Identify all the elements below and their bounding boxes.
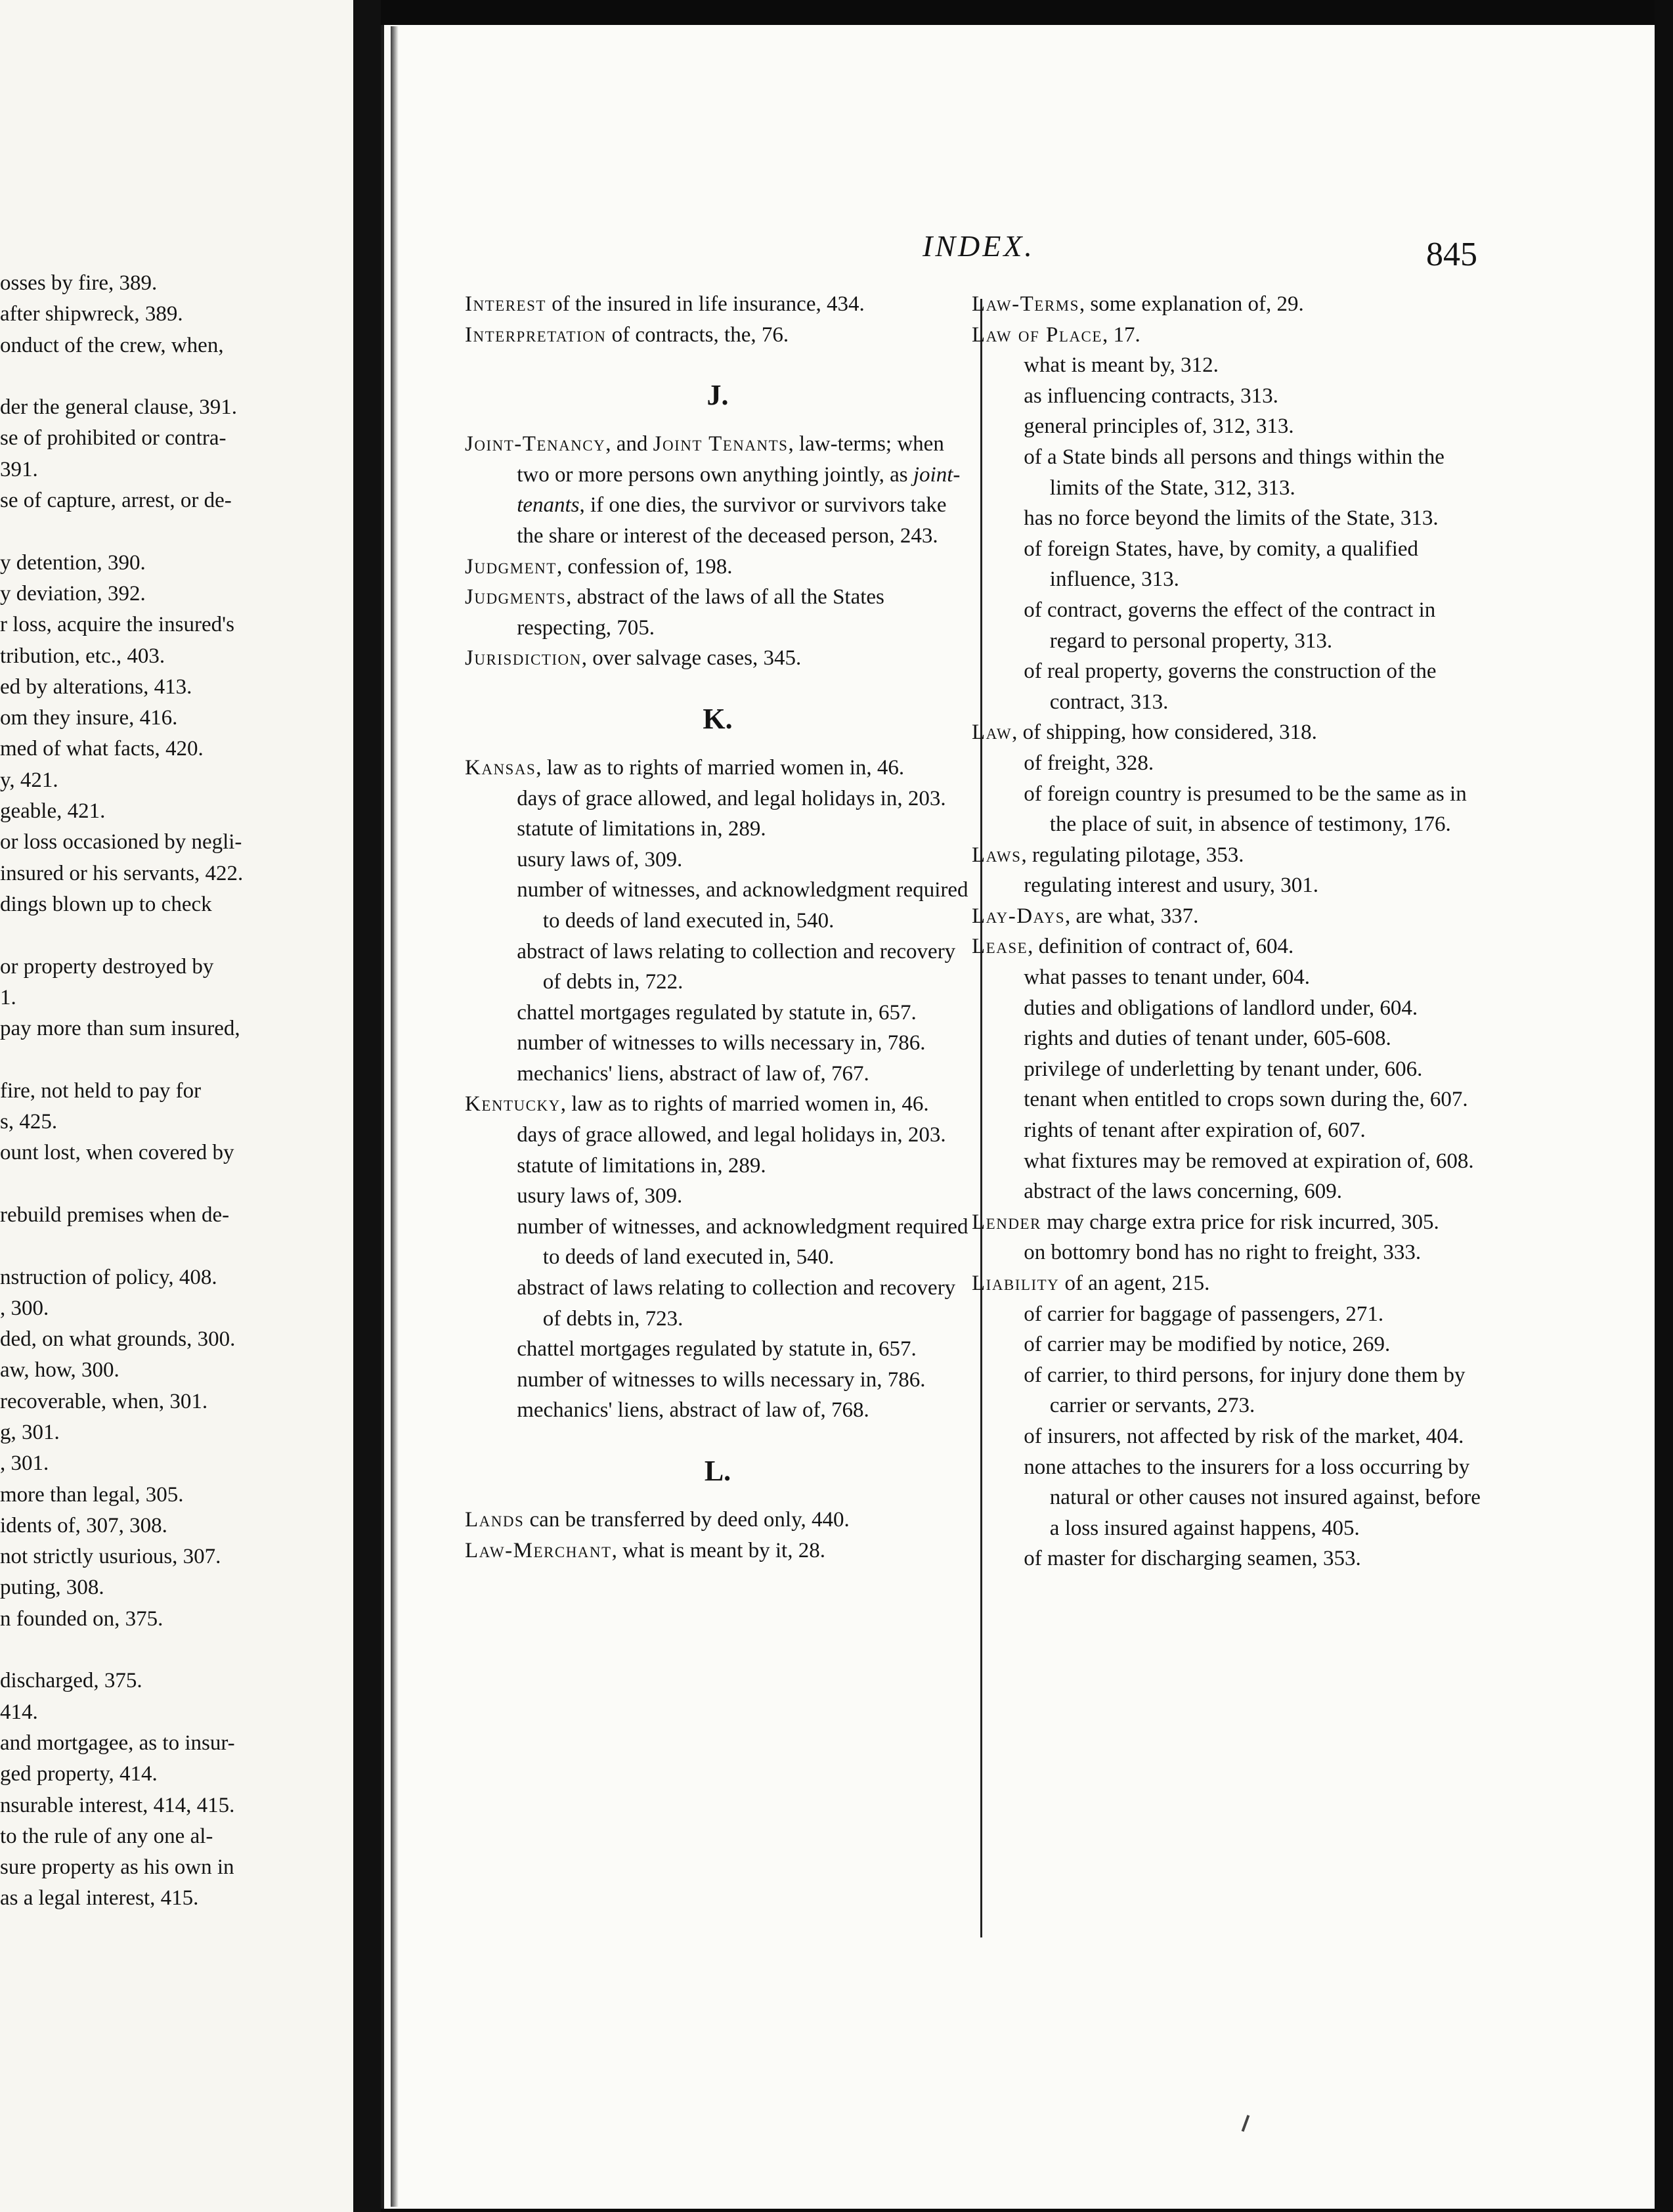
index-subentry: number of witnesses, and acknowledgment required to deeds of land executed in, 540. bbox=[517, 1214, 968, 1270]
index-entry-lease: Lease, definition of contract of, 604. bbox=[972, 935, 1294, 959]
index-entry-lender: Lender may charge extra price for risk incurred, 305. bbox=[972, 1210, 1439, 1234]
index-entry: Judgment, confession of, 198. bbox=[465, 554, 733, 579]
left-page-line: , 301. bbox=[0, 1451, 49, 1476]
left-page-line: y deviation, 392. bbox=[0, 581, 146, 606]
scan-edge bbox=[1655, 0, 1673, 2212]
left-page-line: as a legal interest, 415. bbox=[0, 1886, 199, 1911]
index-subentry: of contract, governs the effect of the contract in regard to personal property, 313. bbox=[1024, 598, 1436, 653]
index-subentry: statute of limitations in, 289. bbox=[517, 1153, 766, 1178]
page-title: INDEX. bbox=[923, 229, 1035, 263]
index-subentry: number of witnesses to wills necessary in, 786. bbox=[517, 1367, 926, 1392]
index-subentry: rights and duties of tenant under, 605-608. bbox=[1024, 1027, 1391, 1051]
left-page-line: rebuild premises when de- bbox=[0, 1203, 230, 1227]
index-entry: Jurisdiction, over salvage cases, 345. bbox=[465, 646, 802, 671]
left-page-line: 1. bbox=[0, 985, 16, 1009]
left-page-line: idents of, 307, 308. bbox=[0, 1513, 167, 1537]
left-page-line: tribution, etc., 403. bbox=[0, 644, 165, 668]
left-page-line: ged property, 414. bbox=[0, 1762, 158, 1786]
left-page-line: insured or his servants, 422. bbox=[0, 861, 244, 885]
left-page-line: osses by fire, 389. bbox=[0, 271, 158, 295]
index-subentry: what fixtures may be removed at expiration of, 608. bbox=[1024, 1149, 1474, 1173]
page-number: 845 bbox=[1426, 236, 1477, 273]
left-page-line: om they insure, 416. bbox=[0, 706, 178, 730]
left-page-line bbox=[0, 1044, 302, 1075]
left-page-line: 414. bbox=[0, 1700, 38, 1724]
index-subentry: duties and obligations of landlord under, 604. bbox=[1024, 996, 1418, 1020]
left-page-line bbox=[0, 361, 302, 392]
index-subentry: as influencing contracts, 313. bbox=[1024, 384, 1278, 408]
left-page-line: onduct of the crew, when, bbox=[0, 333, 224, 357]
left-page-line: y detention, 390. bbox=[0, 550, 146, 575]
index-subentry: mechanics' liens, abstract of law of, 767. bbox=[517, 1061, 869, 1086]
left-page-line: after shipwreck, 389. bbox=[0, 302, 183, 326]
left-page-line bbox=[0, 1169, 302, 1200]
index-subentry: on bottomry bond has no right to freight, 333. bbox=[1024, 1241, 1422, 1265]
left-page-line bbox=[0, 1635, 302, 1666]
left-page-line: r loss, acquire the insured's bbox=[0, 613, 234, 637]
left-page-line bbox=[0, 920, 302, 951]
left-page-line: ed by alterations, 413. bbox=[0, 675, 192, 699]
index-subentry: has no force beyond the limits of the State, 313. bbox=[1024, 506, 1439, 531]
left-page-line bbox=[0, 516, 302, 547]
left-page-line: 391. bbox=[0, 457, 38, 481]
left-page-line: or loss occasioned by negli- bbox=[0, 830, 242, 854]
index-entry-kentucky: Kentucky, law as to rights of married women in, 46. bbox=[465, 1092, 929, 1117]
index-entry: Lands can be transferred by deed only, 440. bbox=[465, 1508, 850, 1532]
index-entry-lay-days: Lay-Days, are what, 337. bbox=[972, 904, 1199, 928]
index-entry-law: Law, of shipping, how considered, 318. bbox=[972, 720, 1317, 745]
page-fold-shadow bbox=[391, 26, 399, 2207]
index-subentry: usury laws of, 309. bbox=[517, 847, 683, 872]
left-page-line: puting, 308. bbox=[0, 1576, 104, 1600]
index-subentry: of insurers, not affected by risk of the market, 404. bbox=[1024, 1424, 1464, 1448]
left-page-line: se of prohibited or contra- bbox=[0, 426, 227, 451]
index-subentry: of foreign States, have, by comity, a qualified influence, 313. bbox=[1024, 537, 1419, 592]
index-subentry: of carrier, to third persons, for injury done them by carrier or servants, 273. bbox=[1024, 1363, 1466, 1418]
section-letter-j: J. bbox=[706, 379, 729, 412]
index-subentry: of a State binds all persons and things within the limits of the State, 312, 313. bbox=[1024, 445, 1445, 500]
left-page-line: med of what facts, 420. bbox=[0, 737, 204, 761]
index-subentry: rights of tenant after expiration of, 607. bbox=[1024, 1118, 1366, 1143]
left-page-line: n founded on, 375. bbox=[0, 1606, 163, 1631]
index-subentry: of carrier for baggage of passengers, 271. bbox=[1024, 1302, 1384, 1326]
left-page-line: discharged, 375. bbox=[0, 1669, 142, 1693]
left-page-line: nsurable interest, 414, 415. bbox=[0, 1793, 235, 1817]
left-page-line: more than legal, 305. bbox=[0, 1482, 184, 1507]
index-subentry: statute of limitations in, 289. bbox=[517, 817, 766, 841]
index-entry: Judgments, abstract of the laws of all the States respecting, 705. bbox=[465, 585, 884, 640]
left-page-line: nstruction of policy, 408. bbox=[0, 1265, 217, 1289]
index-subentry: days of grace allowed, and legal holidays in, 203. bbox=[517, 786, 946, 810]
left-page-line: ded, on what grounds, 300. bbox=[0, 1327, 236, 1352]
index-subentry: usury laws of, 309. bbox=[517, 1184, 683, 1208]
index-entry-kansas: Kansas, law as to rights of married women in, 46. bbox=[465, 755, 905, 780]
index-entry: Interpretation of contracts, the, 76. bbox=[465, 322, 789, 347]
index-subentry: abstract of the laws concerning, 609. bbox=[1024, 1180, 1342, 1204]
left-page-line: ount lost, when covered by bbox=[0, 1141, 234, 1165]
left-page-line: aw, how, 300. bbox=[0, 1358, 120, 1382]
section-letter-l: L. bbox=[704, 1455, 731, 1487]
index-subentry: regulating interest and usury, 301. bbox=[1024, 874, 1318, 898]
index-subentry: chattel mortgages regulated by statute in, 657. bbox=[517, 1337, 917, 1361]
index-subentry: privilege of underletting by tenant under, 606. bbox=[1024, 1057, 1423, 1081]
left-page-line: y, 421. bbox=[0, 768, 58, 792]
index-entry: Law-Merchant, what is meant by it, 28. bbox=[465, 1538, 825, 1562]
index-entry-law-of-place: Law of Place, 17. bbox=[972, 322, 1141, 347]
index-subentry: abstract of laws relating to collection and recovery of debts in, 722. bbox=[517, 939, 956, 994]
left-page-line: recoverable, when, 301. bbox=[0, 1389, 208, 1413]
left-page-line: fire, not held to pay for bbox=[0, 1078, 202, 1103]
left-page-line: sure property as his own in bbox=[0, 1855, 234, 1880]
index-entry-laws: Laws, regulating pilotage, 353. bbox=[972, 843, 1244, 867]
index-subentry: number of witnesses, and acknowledgment required to deeds of land executed in, 540. bbox=[517, 878, 968, 933]
index-subentry: what passes to tenant under, 604. bbox=[1024, 965, 1311, 990]
index-entry-joint-tenancy: Joint-Tenancy, and Joint Tenants, law-terms; when two or more persons own anything jointly, as joint-tenants, if one dies, the survivor or survivors take the share or interest of the deceased person, 243. bbox=[465, 432, 961, 548]
index-subentry: none attaches to the insurers for a loss occurring by natural or other causes not insured against, before a loss insured against happens, 405. bbox=[1024, 1455, 1481, 1540]
index-subentry: tenant when entitled to crops sown during the, 607. bbox=[1024, 1088, 1468, 1112]
left-page-line: pay more than sum insured, bbox=[0, 1017, 240, 1041]
left-page-line: der the general clause, 391. bbox=[0, 395, 238, 420]
index-subentry: days of grace allowed, and legal holidays in, 203. bbox=[517, 1123, 946, 1147]
index-entry: Interest of the insured in life insurance, 434. bbox=[465, 292, 865, 316]
index-column-right bbox=[972, 289, 1490, 1574]
index-subentry: abstract of laws relating to collection and recovery of debts in, 723. bbox=[517, 1276, 956, 1331]
index-entry: Law-Terms, some explanation of, 29. bbox=[972, 292, 1304, 316]
index-subentry: what is meant by, 312. bbox=[1024, 353, 1219, 378]
left-page-line: not strictly usurious, 307. bbox=[0, 1545, 221, 1569]
left-page-line bbox=[0, 1231, 302, 1262]
left-page-line: or property destroyed by bbox=[0, 954, 214, 979]
index-subentry: of carrier may be modified by notice, 269. bbox=[1024, 1333, 1391, 1357]
section-letter-k: K. bbox=[703, 702, 733, 735]
left-page-line: se of capture, arrest, or de- bbox=[0, 489, 232, 513]
index-subentry: mechanics' liens, abstract of law of, 768. bbox=[517, 1398, 869, 1423]
left-page-line: , 300. bbox=[0, 1296, 49, 1320]
left-page-line: g, 301. bbox=[0, 1420, 60, 1444]
left-page-line: and mortgagee, as to insur- bbox=[0, 1731, 235, 1755]
left-page-line: geable, 421. bbox=[0, 799, 106, 824]
left-page bbox=[0, 0, 353, 2212]
index-column-left bbox=[465, 289, 970, 1566]
left-page-line: s, 425. bbox=[0, 1110, 58, 1134]
index-subentry: number of witnesses to wills necessary in, 786. bbox=[517, 1031, 926, 1055]
index-subentry: general principles of, 312, 313. bbox=[1024, 414, 1294, 439]
index-subentry: chattel mortgages regulated by statute in, 657. bbox=[517, 1000, 917, 1025]
left-page-line: to the rule of any one al- bbox=[0, 1824, 213, 1848]
left-page-line: dings blown up to check bbox=[0, 892, 212, 916]
index-entry-liability: Liability of an agent, 215. bbox=[972, 1272, 1210, 1295]
index-subentry: of foreign country is presumed to be the same as in the place of suit, in absence of testimony, 176. bbox=[1024, 782, 1467, 837]
index-subentry: of freight, 328. bbox=[1024, 751, 1154, 775]
book-gutter bbox=[353, 0, 381, 2212]
index-subentry: of real property, governs the construction of the contract, 313. bbox=[1024, 659, 1437, 714]
left-page-fragments bbox=[0, 268, 302, 1914]
index-subentry: of master for discharging seamen, 353. bbox=[1024, 1547, 1361, 1571]
